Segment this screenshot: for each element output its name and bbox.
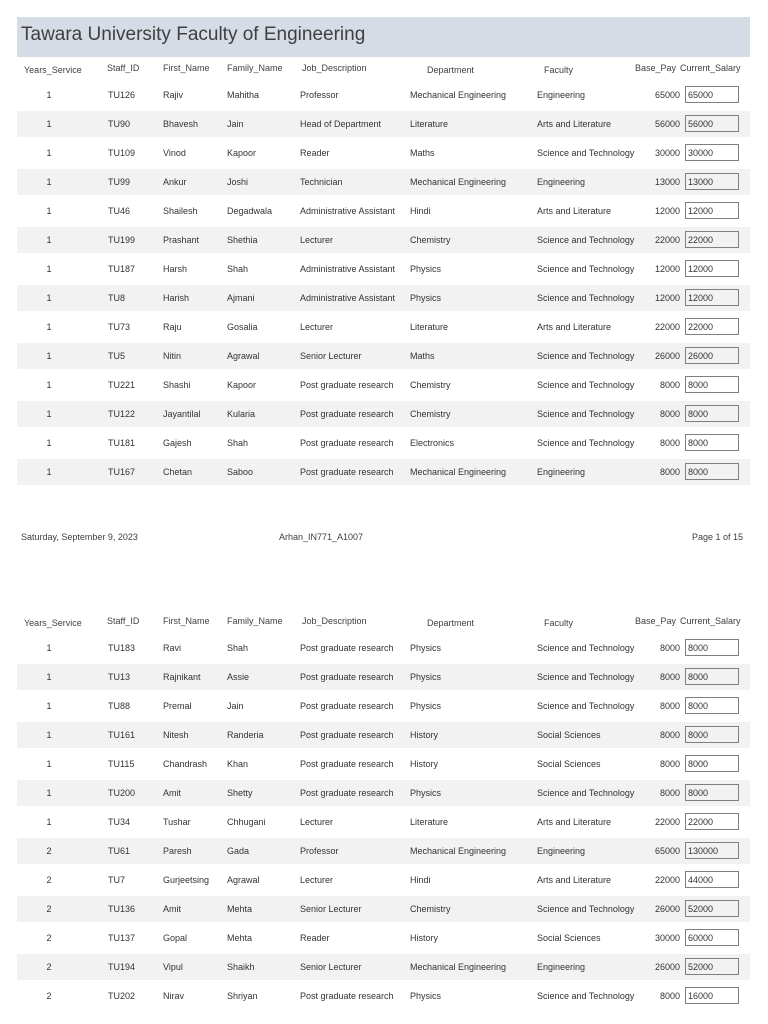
years-service-cell: 2	[46, 991, 52, 1001]
current-salary-field[interactable]: 56000	[685, 115, 739, 132]
department-cell: Chemistry	[410, 380, 451, 390]
department-cell: Chemistry	[410, 409, 451, 419]
department-cell: Mechanical Engineering	[410, 90, 507, 100]
header-first-name: First_Name	[163, 616, 210, 626]
years-service-cell: 1	[46, 119, 52, 129]
current-salary-field[interactable]: 130000	[685, 842, 739, 859]
years-service-cell: 1	[46, 701, 52, 711]
current-salary-field[interactable]: 22000	[685, 318, 739, 335]
years-service-cell: 1	[46, 90, 52, 100]
faculty-cell: Arts and Literature	[537, 875, 612, 885]
department-cell: Physics	[410, 701, 442, 711]
table-row	[17, 111, 750, 137]
staff-id-cell: TU34	[108, 817, 131, 827]
staff-id-cell: TU187	[108, 264, 136, 274]
faculty-cell: Science and Technology	[537, 438, 635, 448]
table-row	[17, 459, 750, 485]
family-name-cell: Khan	[227, 759, 249, 769]
job-description-cell: Administrative Assistant	[300, 206, 396, 216]
faculty-cell: Arts and Literature	[537, 817, 612, 827]
table-row	[17, 635, 750, 661]
first-name-cell: Ravi	[163, 643, 182, 653]
first-name-cell: Gurjeetsing	[163, 875, 210, 885]
staff-id-cell: TU194	[108, 962, 136, 972]
base-pay-cell: 30000	[654, 933, 680, 943]
staff-id-cell: TU61	[108, 846, 131, 856]
faculty-cell: Science and Technology	[537, 409, 635, 419]
years-service-cell: 1	[46, 380, 52, 390]
table-row	[17, 401, 750, 427]
job-description-cell: Head of Department	[300, 119, 382, 129]
staff-id-cell: TU115	[108, 759, 135, 769]
base-pay-cell: 26000	[654, 962, 680, 972]
faculty-cell: Arts and Literature	[537, 119, 612, 129]
current-salary-field[interactable]: 26000	[685, 347, 739, 364]
table-row	[17, 227, 750, 253]
department-cell: Literature	[410, 817, 449, 827]
table-row	[17, 314, 750, 340]
department-cell: Electronics	[410, 438, 455, 448]
years-service-cell: 1	[46, 177, 52, 187]
staff-id-cell: TU137	[108, 933, 136, 943]
faculty-cell: Science and Technology	[537, 264, 635, 274]
job-description-cell: Senior Lecturer	[300, 904, 362, 914]
family-name-cell: Gosalia	[227, 322, 258, 332]
job-description-cell: Senior Lecturer	[300, 962, 362, 972]
staff-id-cell: TU126	[108, 90, 136, 100]
job-description-cell: Post graduate research	[300, 643, 394, 653]
current-salary-field[interactable]: 8000	[685, 639, 739, 656]
family-name-cell: Ajmani	[227, 293, 255, 303]
base-pay-cell: 30000	[654, 148, 680, 158]
job-description-cell: Reader	[300, 933, 330, 943]
table-row	[17, 256, 750, 282]
header-current-salary: Current_Salary	[680, 63, 741, 73]
current-salary-field[interactable]: 8000	[685, 434, 739, 451]
table-row	[17, 954, 750, 980]
base-pay-cell: 8000	[659, 991, 680, 1001]
staff-id-cell: TU13	[108, 672, 131, 682]
family-name-cell: Mehta	[227, 933, 253, 943]
table-row	[17, 722, 750, 748]
staff-id-cell: TU109	[108, 148, 136, 158]
header-job-description: Job_Description	[302, 616, 367, 626]
faculty-cell: Social Sciences	[537, 730, 601, 740]
faculty-cell: Social Sciences	[537, 933, 601, 943]
years-service-cell: 1	[46, 409, 52, 419]
years-service-cell: 2	[46, 875, 52, 885]
header-faculty: Faculty	[544, 65, 574, 75]
family-name-cell: Jain	[227, 119, 244, 129]
family-name-cell: Shethia	[227, 235, 258, 245]
family-name-cell: Degadwala	[227, 206, 273, 216]
department-cell: Mechanical Engineering	[410, 846, 507, 856]
staff-id-cell: TU88	[108, 701, 131, 711]
table-row	[17, 664, 750, 690]
years-service-cell: 1	[46, 788, 52, 798]
report-title: Tawara University Faculty of Engineering	[21, 24, 366, 45]
faculty-cell: Science and Technology	[537, 351, 635, 361]
years-service-cell: 1	[46, 206, 52, 216]
table-row	[17, 896, 750, 922]
job-description-cell: Professor	[300, 846, 339, 856]
department-cell: Physics	[410, 991, 442, 1001]
years-service-cell: 1	[46, 351, 52, 361]
staff-id-cell: TU199	[108, 235, 136, 245]
family-name-cell: Jain	[227, 701, 244, 711]
table-row	[17, 430, 750, 456]
family-name-cell: Kapoor	[227, 148, 257, 158]
current-salary-field[interactable]: 60000	[685, 929, 739, 946]
years-service-cell: 2	[46, 962, 52, 972]
base-pay-cell: 8000	[659, 380, 680, 390]
faculty-cell: Science and Technology	[537, 788, 635, 798]
first-name-cell: Paresh	[163, 846, 192, 856]
first-name-cell: Vinod	[163, 148, 186, 158]
faculty-cell: Science and Technology	[537, 148, 635, 158]
faculty-cell: Arts and Literature	[537, 322, 612, 332]
department-cell: Physics	[410, 788, 442, 798]
table-row	[17, 983, 750, 1009]
base-pay-cell: 13000	[654, 177, 680, 187]
department-cell: History	[410, 933, 439, 943]
job-description-cell: Post graduate research	[300, 759, 394, 769]
current-salary-field[interactable]: 12000	[685, 260, 739, 277]
job-description-cell: Administrative Assistant	[300, 293, 396, 303]
header-family-name: Family_Name	[227, 63, 283, 73]
table-row	[17, 372, 750, 398]
department-cell: Hindi	[410, 206, 431, 216]
faculty-cell: Science and Technology	[537, 380, 635, 390]
faculty-cell: Arts and Literature	[537, 206, 612, 216]
department-cell: Physics	[410, 672, 442, 682]
first-name-cell: Jayantilal	[163, 409, 201, 419]
family-name-cell: Agrawal	[227, 875, 260, 885]
job-description-cell: Lecturer	[300, 235, 334, 245]
current-salary-field[interactable]: 22000	[685, 231, 739, 248]
table-row	[17, 285, 750, 311]
department-cell: Literature	[410, 322, 449, 332]
job-description-cell: Lecturer	[300, 817, 334, 827]
current-salary-field[interactable]: 8000	[685, 376, 739, 393]
job-description-cell: Administrative Assistant	[300, 264, 396, 274]
faculty-cell: Science and Technology	[537, 643, 635, 653]
first-name-cell: Chandrash	[163, 759, 208, 769]
years-service-cell: 1	[46, 759, 52, 769]
first-name-cell: Harish	[163, 293, 190, 303]
header-staff-id: Staff_ID	[107, 63, 140, 73]
job-description-cell: Reader	[300, 148, 330, 158]
base-pay-cell: 8000	[659, 467, 680, 477]
years-service-cell: 1	[46, 730, 52, 740]
staff-id-cell: TU8	[108, 293, 126, 303]
current-salary-field[interactable]: 44000	[685, 871, 739, 888]
staff-id-cell: TU202	[108, 991, 136, 1001]
current-salary-field[interactable]: 30000	[685, 144, 739, 161]
base-pay-cell: 8000	[659, 759, 680, 769]
base-pay-cell: 12000	[654, 264, 680, 274]
years-service-cell: 1	[46, 672, 52, 682]
current-salary-field[interactable]: 22000	[685, 813, 739, 830]
family-name-cell: Shaikh	[227, 962, 255, 972]
table-row	[17, 838, 750, 864]
table-row	[17, 925, 750, 951]
job-description-cell: Senior Lecturer	[300, 351, 362, 361]
faculty-cell: Science and Technology	[537, 672, 635, 682]
base-pay-cell: 8000	[659, 409, 680, 419]
years-service-cell: 1	[46, 438, 52, 448]
table-row	[17, 809, 750, 835]
current-salary-field[interactable]: 8000	[685, 668, 739, 685]
current-salary-field[interactable]: 8000	[685, 697, 739, 714]
staff-id-cell: TU221	[108, 380, 136, 390]
header-first-name: First_Name	[163, 63, 210, 73]
header-faculty: Faculty	[544, 618, 574, 628]
family-name-cell: Chhugani	[227, 817, 266, 827]
base-pay-cell: 8000	[659, 643, 680, 653]
base-pay-cell: 22000	[654, 875, 680, 885]
faculty-cell: Engineering	[537, 846, 586, 856]
staff-id-cell: TU73	[108, 322, 131, 332]
base-pay-cell: 12000	[654, 293, 680, 303]
faculty-cell: Engineering	[537, 467, 586, 477]
column-header-row	[0, 616, 768, 636]
family-name-cell: Assie	[227, 672, 250, 682]
years-service-cell: 1	[46, 235, 52, 245]
footer-date: Saturday, September 9, 2023	[21, 532, 138, 542]
header-job-description: Job_Description	[302, 63, 367, 73]
staff-id-cell: TU5	[108, 351, 126, 361]
first-name-cell: Shashi	[163, 380, 191, 390]
family-name-cell: Kapoor	[227, 380, 257, 390]
faculty-cell: Engineering	[537, 90, 586, 100]
department-cell: History	[410, 730, 439, 740]
family-name-cell: Joshi	[227, 177, 249, 187]
header-base-pay: Base_Pay	[635, 63, 677, 73]
staff-id-cell: TU183	[108, 643, 136, 653]
department-cell: Maths	[410, 351, 435, 361]
years-service-cell: 1	[46, 264, 52, 274]
current-salary-field[interactable]: 52000	[685, 900, 739, 917]
staff-id-cell: TU90	[108, 119, 131, 129]
current-salary-field[interactable]: 8000	[685, 726, 739, 743]
department-cell: Physics	[410, 264, 442, 274]
department-cell: Mechanical Engineering	[410, 467, 507, 477]
faculty-cell: Science and Technology	[537, 701, 635, 711]
first-name-cell: Gopal	[163, 933, 188, 943]
first-name-cell: Nitin	[163, 351, 182, 361]
current-salary-field[interactable]: 16000	[685, 987, 739, 1004]
job-description-cell: Post graduate research	[300, 788, 394, 798]
table-row	[17, 751, 750, 777]
staff-id-cell: TU7	[108, 875, 126, 885]
family-name-cell: Shah	[227, 438, 249, 448]
table-row	[17, 693, 750, 719]
report-title-bar	[17, 17, 750, 57]
first-name-cell: Harsh	[163, 264, 188, 274]
staff-id-cell: TU161	[108, 730, 136, 740]
job-description-cell: Post graduate research	[300, 730, 394, 740]
base-pay-cell: 22000	[654, 322, 680, 332]
header-family-name: Family_Name	[227, 616, 283, 626]
department-cell: Physics	[410, 643, 442, 653]
family-name-cell: Agrawal	[227, 351, 260, 361]
staff-id-cell: TU99	[108, 177, 131, 187]
current-salary-field[interactable]: 8000	[685, 784, 739, 801]
faculty-cell: Science and Technology	[537, 293, 635, 303]
header-department: Department	[427, 618, 475, 628]
family-name-cell: Shriyan	[227, 991, 258, 1001]
first-name-cell: Nitesh	[163, 730, 189, 740]
staff-id-cell: TU167	[108, 467, 136, 477]
job-description-cell: Technician	[300, 177, 343, 187]
job-description-cell: Lecturer	[300, 875, 334, 885]
first-name-cell: Premal	[163, 701, 192, 711]
department-cell: Chemistry	[410, 904, 451, 914]
faculty-cell: Engineering	[537, 962, 586, 972]
job-description-cell: Post graduate research	[300, 672, 394, 682]
family-name-cell: Shah	[227, 643, 249, 653]
staff-id-cell: TU136	[108, 904, 136, 914]
first-name-cell: Chetan	[163, 467, 193, 477]
years-service-cell: 2	[46, 933, 52, 943]
base-pay-cell: 26000	[654, 351, 680, 361]
base-pay-cell: 8000	[659, 438, 680, 448]
department-cell: History	[410, 759, 439, 769]
years-service-cell: 2	[46, 904, 52, 914]
family-name-cell: Mahitha	[227, 90, 260, 100]
base-pay-cell: 12000	[654, 206, 680, 216]
first-name-cell: Amit	[163, 904, 181, 914]
column-header-row	[0, 63, 768, 83]
years-service-cell: 1	[46, 293, 52, 303]
job-description-cell: Professor	[300, 90, 339, 100]
department-cell: Mechanical Engineering	[410, 962, 507, 972]
first-name-cell: Vipul	[163, 962, 183, 972]
base-pay-cell: 26000	[654, 904, 680, 914]
job-description-cell: Post graduate research	[300, 467, 394, 477]
header-years-service: Years_Service	[24, 618, 82, 628]
faculty-cell: Engineering	[537, 177, 586, 187]
job-description-cell: Post graduate research	[300, 991, 394, 1001]
job-description-cell: Lecturer	[300, 322, 334, 332]
department-cell: Chemistry	[410, 235, 451, 245]
first-name-cell: Tushar	[163, 817, 191, 827]
table-row	[17, 867, 750, 893]
department-cell: Literature	[410, 119, 449, 129]
current-salary-field[interactable]: 12000	[685, 289, 739, 306]
staff-id-cell: TU181	[108, 438, 136, 448]
current-salary-field[interactable]: 52000	[685, 958, 739, 975]
first-name-cell: Prashant	[163, 235, 200, 245]
base-pay-cell: 22000	[654, 235, 680, 245]
family-name-cell: Shah	[227, 264, 249, 274]
header-staff-id: Staff_ID	[107, 616, 140, 626]
staff-id-cell: TU200	[108, 788, 136, 798]
base-pay-cell: 56000	[654, 119, 680, 129]
base-pay-cell: 65000	[654, 90, 680, 100]
base-pay-cell: 8000	[659, 672, 680, 682]
faculty-cell: Science and Technology	[537, 904, 635, 914]
current-salary-field[interactable]: 13000	[685, 173, 739, 190]
footer-page-number: Page 1 of 15	[692, 532, 744, 542]
job-description-cell: Post graduate research	[300, 438, 394, 448]
current-salary-field[interactable]: 12000	[685, 202, 739, 219]
family-name-cell: Mehta	[227, 904, 253, 914]
header-current-salary: Current_Salary	[680, 616, 741, 626]
first-name-cell: Nirav	[163, 991, 185, 1001]
faculty-cell: Science and Technology	[537, 235, 635, 245]
first-name-cell: Raju	[163, 322, 182, 332]
job-description-cell: Post graduate research	[300, 409, 394, 419]
current-salary-field[interactable]: 8000	[685, 463, 739, 480]
years-service-cell: 1	[46, 148, 52, 158]
footer-report-name: Arhan_IN771_A1007	[279, 532, 364, 542]
base-pay-cell: 8000	[659, 730, 680, 740]
first-name-cell: Gajesh	[163, 438, 192, 448]
department-cell: Hindi	[410, 875, 431, 885]
staff-id-cell: TU122	[108, 409, 136, 419]
family-name-cell: Kularia	[227, 409, 256, 419]
years-service-cell: 1	[46, 817, 52, 827]
faculty-cell: Science and Technology	[537, 991, 635, 1001]
header-years-service: Years_Service	[24, 65, 82, 75]
years-service-cell: 1	[46, 643, 52, 653]
header-department: Department	[427, 65, 475, 75]
base-pay-cell: 8000	[659, 788, 680, 798]
base-pay-cell: 22000	[654, 817, 680, 827]
first-name-cell: Rajnikant	[163, 672, 201, 682]
table-row	[17, 82, 750, 108]
base-pay-cell: 8000	[659, 701, 680, 711]
first-name-cell: Rajiv	[163, 90, 184, 100]
table-row	[17, 343, 750, 369]
base-pay-cell: 65000	[654, 846, 680, 856]
first-name-cell: Bhavesh	[163, 119, 199, 129]
first-name-cell: Ankur	[163, 177, 187, 187]
years-service-cell: 2	[46, 846, 52, 856]
table-row	[17, 140, 750, 166]
department-cell: Physics	[410, 293, 442, 303]
table-row	[17, 169, 750, 195]
years-service-cell: 1	[46, 467, 52, 477]
first-name-cell: Shailesh	[163, 206, 198, 216]
job-description-cell: Post graduate research	[300, 701, 394, 711]
years-service-cell: 1	[46, 322, 52, 332]
staff-id-cell: TU46	[108, 206, 131, 216]
header-base-pay: Base_Pay	[635, 616, 677, 626]
current-salary-field[interactable]: 8000	[685, 755, 739, 772]
first-name-cell: Amit	[163, 788, 181, 798]
family-name-cell: Saboo	[227, 467, 254, 477]
family-name-cell: Gada	[227, 846, 250, 856]
current-salary-field[interactable]: 65000	[685, 86, 739, 103]
current-salary-field[interactable]: 8000	[685, 405, 739, 422]
department-cell: Mechanical Engineering	[410, 177, 507, 187]
department-cell: Maths	[410, 148, 435, 158]
table-row	[17, 198, 750, 224]
family-name-cell: Randeria	[227, 730, 264, 740]
table-row	[17, 780, 750, 806]
family-name-cell: Shetty	[227, 788, 253, 798]
job-description-cell: Post graduate research	[300, 380, 394, 390]
faculty-cell: Social Sciences	[537, 759, 601, 769]
